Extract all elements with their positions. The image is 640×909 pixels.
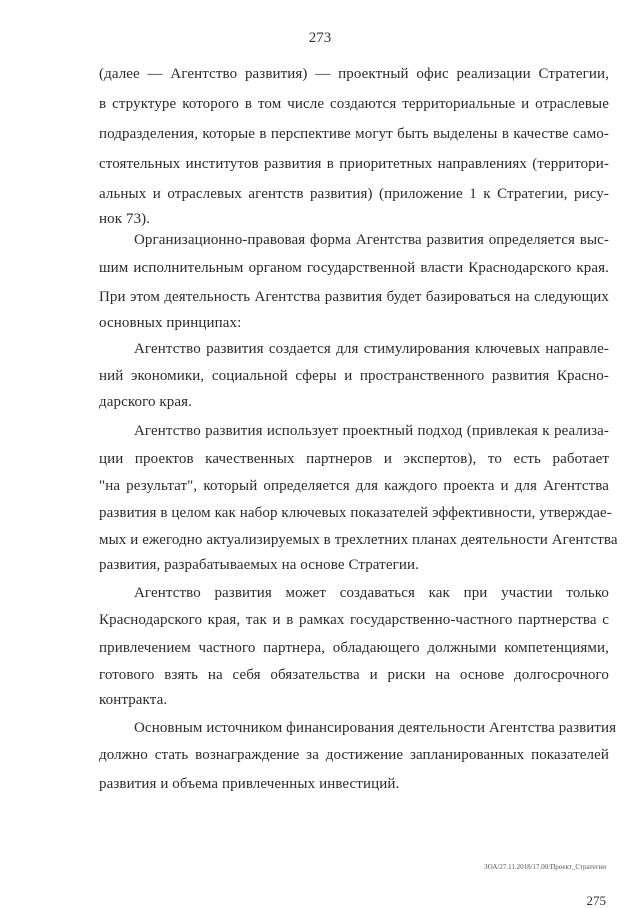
text-line: "на результат", который определяется для каждого проекта и для Агентства xyxy=(99,478,609,494)
text-line: нок 73). xyxy=(99,211,151,227)
text-line: основных принципах: xyxy=(99,315,242,331)
text-line: развития и объема привлеченных инвестиций. xyxy=(99,776,400,792)
text-line: Агентство развития создается для стимулирования ключевых направле- xyxy=(134,341,609,357)
text-line: ции проектов качественных партнеров и экспертов), то есть работает xyxy=(99,451,609,467)
text-line: привлечением частного партнера, обладающего должными компетенциями, xyxy=(99,640,609,656)
text-line: Основным источником финансирования деятельности Агентства развития xyxy=(134,720,617,736)
text-line: контракта. xyxy=(99,692,168,708)
text-line: При этом деятельность Агентства развития будет базироваться на следующих xyxy=(99,289,609,305)
text-line: Организационно-правовая форма Агентства развития определяется выс- xyxy=(134,232,609,248)
text-line: Агентство развития использует проектный подход (привлекая к реализа- xyxy=(134,423,609,439)
text-line: готового взять на себя обязательства и риски на основе долгосрочного xyxy=(99,667,609,683)
text-line: мых и ежегодно актуализируемых в трехлетних планах деятельности Агентства xyxy=(99,532,618,548)
text-line: в структуре которого в том числе создаются территориальные и отраслевые xyxy=(99,96,609,112)
sheet-number: 275 xyxy=(586,893,606,908)
text-line: подразделения, которые в перспективе могут быть выделены в качестве само- xyxy=(99,126,609,142)
text-line: шим исполнительным органом государственной власти Краснодарского края. xyxy=(99,260,609,276)
text-line: альных и отраслевых агентств развития) (приложение 1 к Стратегии, рису- xyxy=(99,186,609,202)
text-line: развития, разрабатываемых на основе Стратегии. xyxy=(99,557,419,573)
text-line: дарского края. xyxy=(99,394,192,410)
text-line: стоятельных институтов развития в приоритетных направлениях (территори- xyxy=(99,156,609,172)
text-line: (далее — Агентство развития) — проектный офис реализации Стратегии, xyxy=(99,66,609,82)
text-line: ний экономики, социальной сферы и пространственного развития Красно- xyxy=(99,368,609,384)
page-number: 273 xyxy=(308,30,332,46)
text-line: Агентство развития может создаваться как при участии только xyxy=(134,585,609,601)
text-line: развития в целом как набор ключевых показателей эффективности, утверждае- xyxy=(99,505,612,521)
text-line: Краснодарского края, так и в рамках государственно-частного партнерства с xyxy=(99,612,609,628)
text-line: должно стать вознаграждение за достижение запланированных показателей xyxy=(99,747,609,763)
document-footer: ЗОА/27.11.2018/17.00/Проект_Стратегии xyxy=(484,863,606,871)
